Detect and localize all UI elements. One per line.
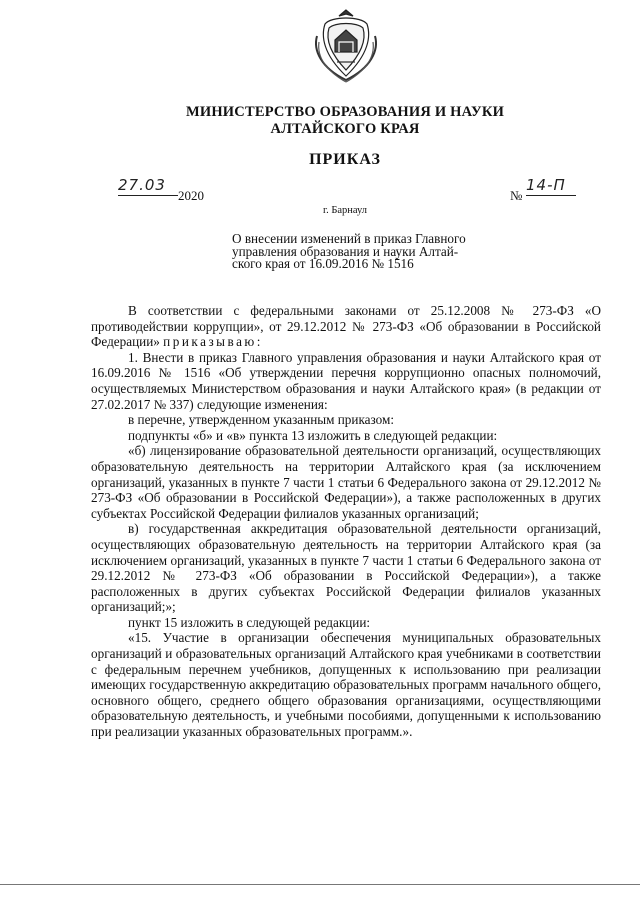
number-sign: № [510,188,523,203]
intro-paragraph [91,303,601,350]
paragraph-2: в перечне, утвержденном указанным приказом: [128,412,395,428]
coat-of-arms-emblem [311,6,381,86]
paragraph-3: подпункты «б» и «в» пункта 13 изложить в следующей редакции: [128,427,498,443]
order-body [91,303,601,740]
intro-end: : [256,334,261,350]
ministry-title [150,104,540,138]
page-bottom-rule [0,884,640,885]
paragraph-7: «15. Участие в организации обеспечения муниципальных образовательных организаций и образовательных организаций Алтайского края учебниками в соответствии с федеральным перечнем учебников, допущенных к использованию при реализации имеющих государственную аккредитацию образовательных программ начального общего, основного общего, среднего общего образования организациями, осуществляющими образовательную деятельность, и учебными пособиями, допущенными к использованию при реализации указанных образовательных программ.». [91,630,601,740]
subject-line3: ского края от 16.09.2016 № 1516 [232,256,414,271]
paragraph-4: «б) лицензирование образовательной деятельности организаций, осуществляющих образовательную деятельность на территории Алтайского края (за исключением организаций, указанных в пункте 7 части 1 статьи 6 Федерального закона от 29.12.2012 № 273-ФЗ «Об образовании в Российской Федерации»), а также расположенных в других субъектах Российской Федерации филиалов указанных организаций; [91,443,601,521]
paragraph-6: пункт 15 изложить в следующей редакции: [128,614,371,630]
document-type: ПРИКАЗ [309,151,381,168]
prikazyvayu-word: приказываю [163,334,257,350]
paragraph-5: в) государственная аккредитация образовательной деятельности организаций, осуществляющих образовательную деятельность на территории Алтайского края (за исключением организаций, указанных в пункте 7 части 1 статьи 6 Федерального закона от 29.12.2012 № 273-ФЗ «Об образовании в Российской Федерации»), а также расположенных в других субъектах Российской Федерации филиалов указанных организаций;»; [91,521,601,615]
subject-line1: О внесении изменений в приказ Главного [232,231,466,246]
number-underline [526,195,576,196]
order-subject [232,233,487,271]
date-year: 2020 [178,188,204,203]
intro-text: В соответствии с федеральными законами от 25.12.2008 № 273-ФЗ «О противодействии коррупции», от 29.12.2012 № 273-ФЗ «Об образовании в Российской Федерации» [91,303,601,350]
city: г. Барнаул [322,205,368,216]
date-number-row [118,176,588,206]
date-underline [118,195,178,196]
subject-line2: управления образования и науки Алтай- [232,243,459,259]
ministry-title-line2: АЛТАЙСКОГО КРАЯ [270,121,420,137]
ministry-title-line1: МИНИСТЕРСТВО ОБРАЗОВАНИЯ И НАУКИ [185,104,505,120]
handwritten-date: 27.03 [118,176,166,194]
paragraph-1: 1. Внести в приказ Главного управления образования и науки Алтайского края от 16.09.2016 № 1516 «Об утверждении перечня коррупционно опасных полномочий, осуществляемых Министерством образования и науки Алтайского края» (в редакции от 27.02.2017 № 337) следующие изменения: [91,349,601,412]
handwritten-number: 14-П [526,176,566,194]
